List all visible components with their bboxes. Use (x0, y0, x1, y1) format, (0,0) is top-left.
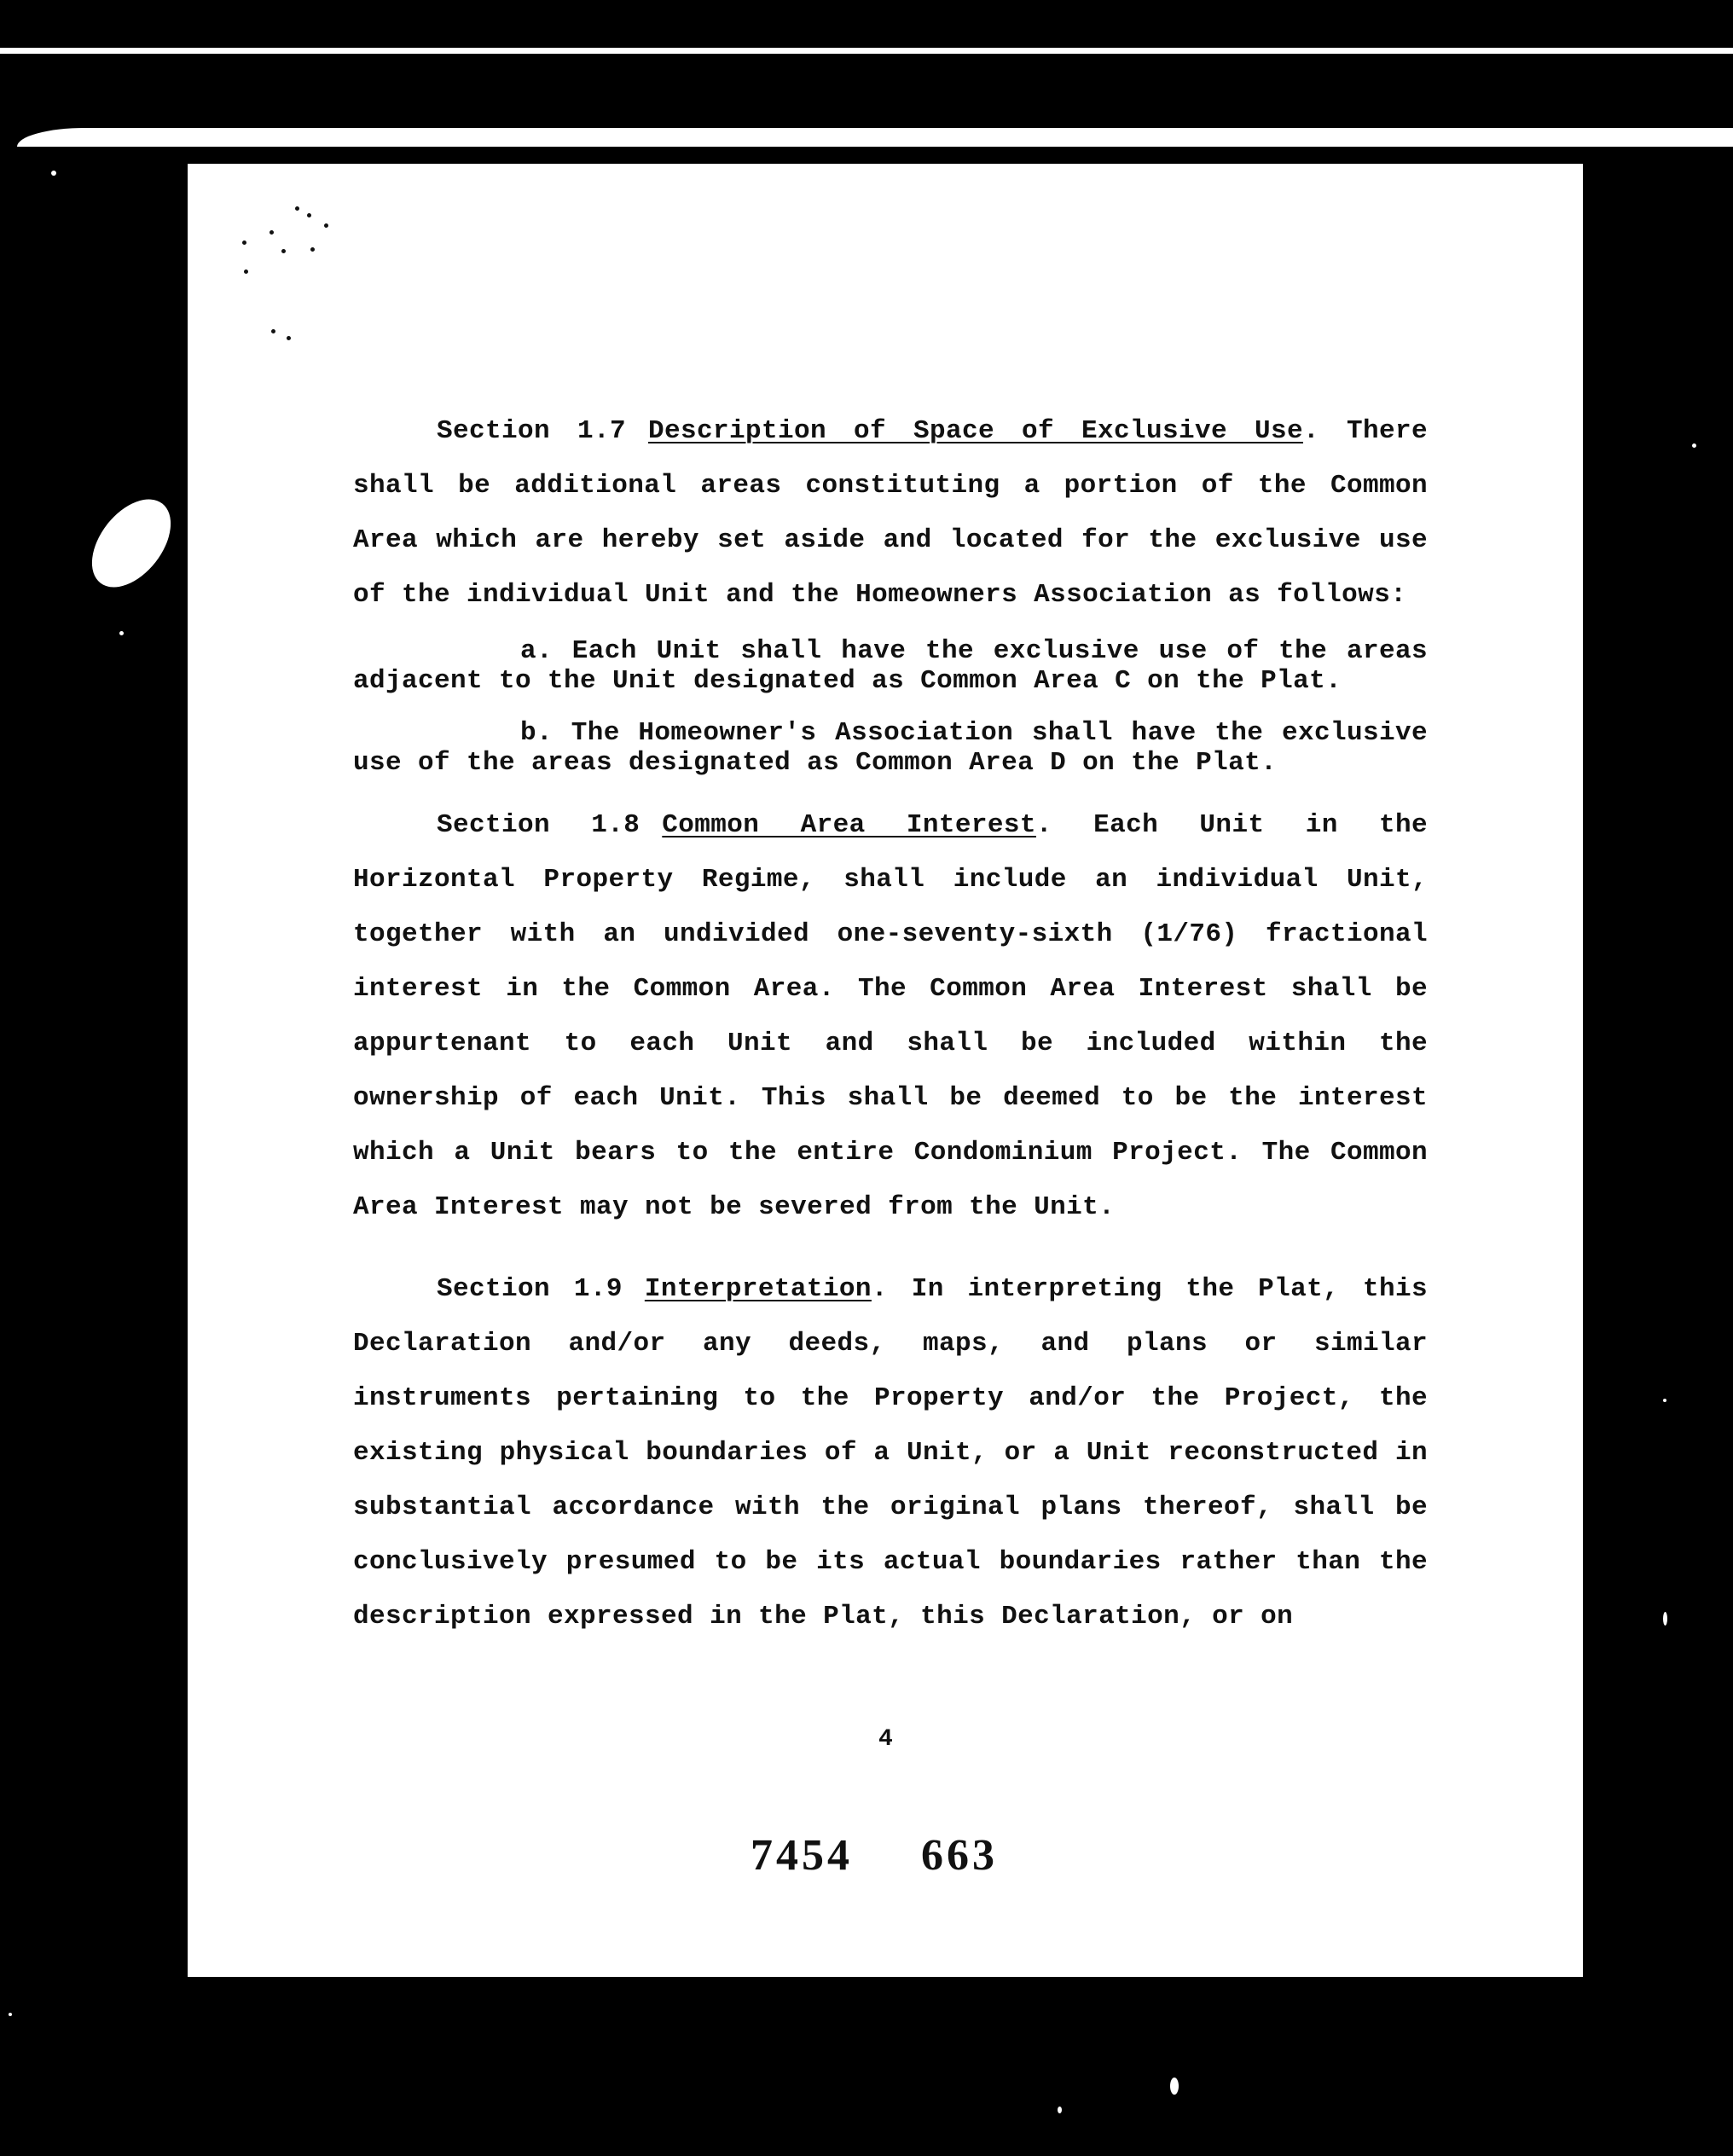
scan-speck (1058, 2107, 1062, 2113)
section-text: . Each Unit in the Horizontal Property Regime, shall include an individual Unit, together with an undivided one-seventy-sixth (1/76) fractional interest in the Common Area. The Common Area Interest shall be appurtenant to each Unit and shall be included within the ownership of each Unit. This shall be deemed to be the interest which a Unit bears to the entire Condominium Project. The Common Area Interest may not be severed from the Unit. (353, 810, 1428, 1222)
corner-dot (324, 223, 328, 228)
list-item-b: b. The Homeowner's Association shall have the exclusive use of the areas designated as Common Area D on the Plat. (353, 718, 1428, 778)
document-body (353, 404, 1428, 1644)
corner-dot (310, 247, 315, 252)
punch-hole-mark (76, 484, 186, 601)
scan-speck (51, 171, 56, 176)
section-label: Section 1.8 (437, 810, 640, 840)
section-1-8-paragraph (353, 798, 1428, 1235)
scan-speck (119, 631, 124, 635)
section-heading: Description of Space of Exclusive Use (648, 416, 1303, 446)
top-rule (0, 48, 1733, 54)
section-label: Section 1.9 (437, 1274, 623, 1304)
document-page (188, 164, 1583, 1977)
corner-dot (271, 329, 275, 333)
scan-speck (1663, 1612, 1667, 1626)
scan-speck (1663, 1399, 1666, 1402)
corner-dot (295, 206, 299, 211)
section-1-9-paragraph (353, 1262, 1428, 1644)
corner-dot (307, 213, 311, 217)
page-number: 4 (878, 1726, 893, 1753)
section-1-7-paragraph (353, 404, 1428, 623)
scan-speck (9, 2013, 12, 2016)
scan-speck (1692, 443, 1696, 448)
section-text: . In interpreting the Plat, this Declaration and/or any deeds, maps, and plans or similar instruments pertaining to the Property and/or the Project, the existing physical boundaries of a Unit, or a Unit reconstructed in substantial accordance with the original plans thereof, shall be conclusively presumed to be its actual boundaries rather than the description expressed in the Plat, this Declaration, or on (353, 1274, 1428, 1631)
corner-dot (270, 230, 274, 235)
list-item-a: a. Each Unit shall have the exclusive use of the areas adjacent to the Unit designated as Common Area C on the Plat. (353, 636, 1428, 696)
corner-dot (242, 241, 246, 245)
book-number: 7454 (751, 1831, 853, 1880)
corner-dot (244, 270, 248, 274)
section-heading: Interpretation (644, 1274, 872, 1304)
corner-dot (281, 249, 286, 253)
book-page-stamp (751, 1830, 998, 1881)
page-stamp-number: 663 (921, 1831, 998, 1880)
scan-speck (1170, 2078, 1179, 2095)
page-edge-curl (17, 128, 1733, 147)
corner-dot (287, 336, 291, 340)
section-label: Section 1.7 (437, 416, 627, 446)
section-text: . There shall be additional areas constituting a portion of the Common Area which are hereby set aside and located for the exclusive use of the individual Unit and the Homeowners Association as follows: (353, 416, 1428, 610)
section-heading: Common Area Interest (662, 810, 1036, 840)
